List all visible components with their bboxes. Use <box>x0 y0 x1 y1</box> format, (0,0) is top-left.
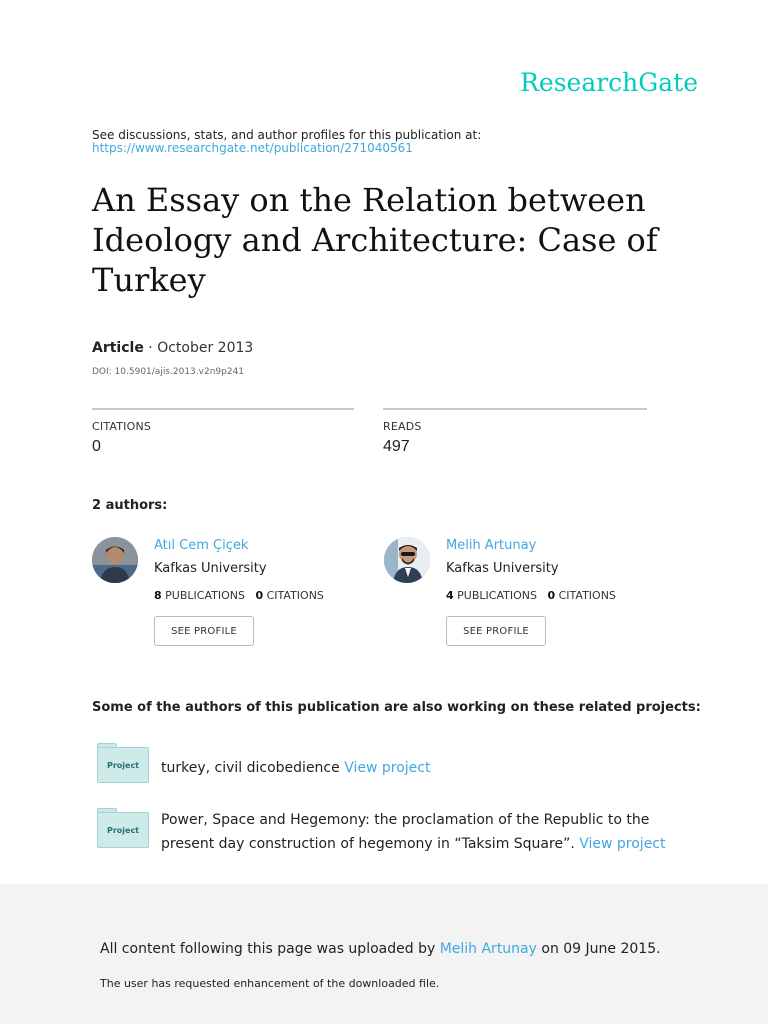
author-citations-label: CITATIONS <box>266 589 324 602</box>
avatar-photo-icon[interactable] <box>384 537 430 583</box>
author-name-link[interactable]: Atıl Cem Çiçek <box>154 538 249 553</box>
reads-value: 497 <box>383 438 410 455</box>
author-citations-label: CITATIONS <box>558 589 616 602</box>
author-institution: Kafkas University <box>154 561 267 576</box>
citations-stat <box>92 408 354 456</box>
publication-meta <box>92 340 253 356</box>
authors-heading: 2 authors: <box>92 498 168 513</box>
publication-type: Article <box>92 340 144 356</box>
uploader-link[interactable]: Melih Artunay <box>439 941 537 957</box>
author-name-link[interactable]: Melih Artunay <box>446 538 537 553</box>
project-folder-icon <box>97 808 149 850</box>
project-icon-label: Project <box>106 760 140 770</box>
author-card <box>92 537 362 647</box>
author-publications-count: 4 <box>446 589 454 602</box>
avatar-photo-icon[interactable] <box>92 537 138 583</box>
see-profile-button[interactable]: SEE PROFILE <box>154 616 254 646</box>
project-text <box>161 756 681 780</box>
project-title: turkey, civil dicobedience <box>161 760 340 776</box>
author-publications-label: PUBLICATIONS <box>165 589 245 602</box>
author-institution: Kafkas University <box>446 561 559 576</box>
reads-label: READS <box>383 420 422 433</box>
upload-suffix: on 09 June 2015. <box>541 941 661 957</box>
project-title: Power, Space and Hegemony: the proclamation of the Republic to the present day construction of hegemony in “Taksim Square”. <box>161 812 650 852</box>
author-citations-count: 0 <box>255 589 264 602</box>
publication-title: An Essay on the Relation between Ideology and Architecture: Case of Turkey <box>92 181 658 299</box>
author-card <box>384 537 654 647</box>
citations-label: CITATIONS <box>92 420 152 433</box>
researchgate-logo[interactable]: ResearchGate <box>520 68 698 97</box>
author-citations-count: 0 <box>547 589 556 602</box>
citations-value: 0 <box>92 438 101 455</box>
see-profile-button[interactable]: SEE PROFILE <box>446 616 546 646</box>
publication-doi: DOI: 10.5901/ajis.2013.v2n9p241 <box>92 367 245 377</box>
publication-date: October 2013 <box>157 340 254 356</box>
upload-prefix: All content following this page was uploaded by <box>100 941 436 957</box>
project-icon-label: Project <box>106 825 140 835</box>
reads-stat <box>383 408 647 456</box>
author-stats <box>446 589 616 602</box>
upload-notice <box>100 941 661 957</box>
footer <box>0 884 768 1024</box>
author-publications-label: PUBLICATIONS <box>457 589 537 602</box>
related-projects-heading: Some of the authors of this publication are also working on these related projects: <box>92 700 701 715</box>
publication-url-link[interactable]: https://www.researchgate.net/publication/271040561 <box>92 141 413 155</box>
view-project-link[interactable]: View project <box>579 836 666 852</box>
view-project-link[interactable]: View project <box>344 760 431 776</box>
author-stats <box>154 589 324 602</box>
enhancement-notice: The user has requested enhancement of the downloaded file. <box>100 977 440 990</box>
project-text <box>161 808 681 856</box>
author-publications-count: 8 <box>154 589 162 602</box>
meta-separator: · <box>143 340 158 356</box>
see-discussions-text: See discussions, stats, and author profiles for this publication at: <box>92 128 482 142</box>
project-folder-icon <box>97 743 149 785</box>
